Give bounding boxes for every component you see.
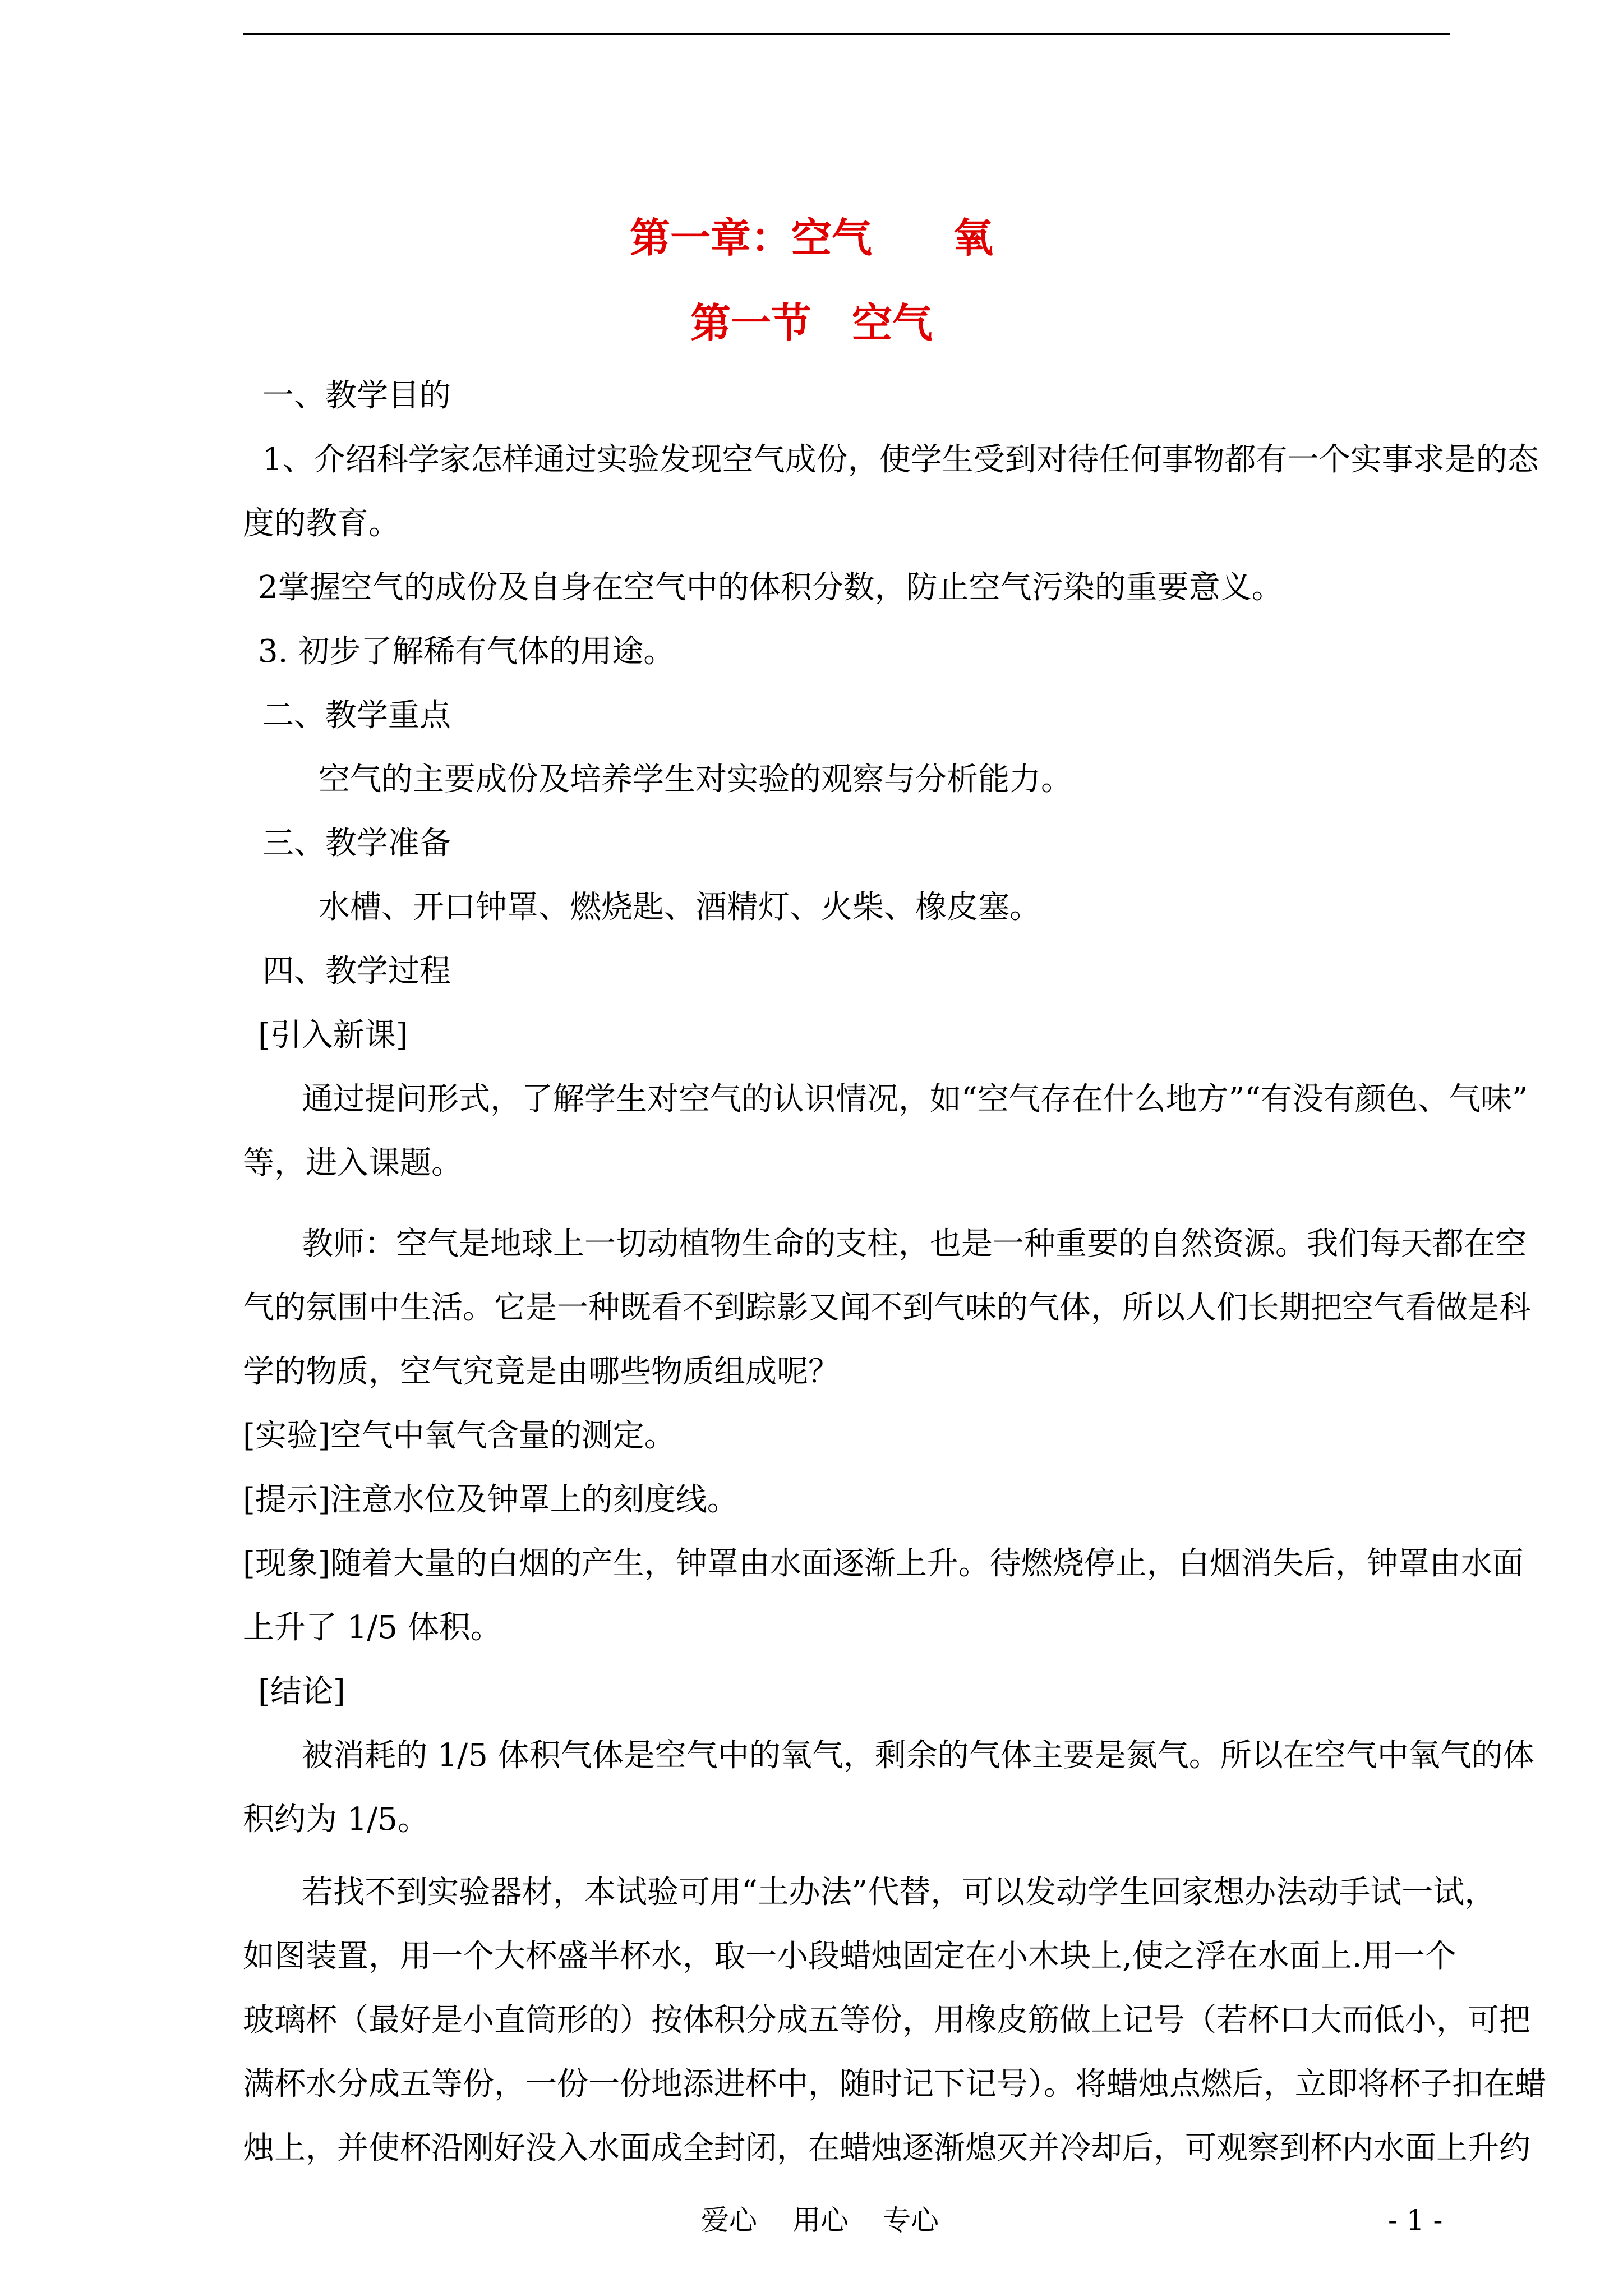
heading-teaching-goals: 一、教学目的 xyxy=(262,378,451,414)
heading-key-points: 二、教学重点 xyxy=(262,697,451,734)
goal-1-line-2: 度的教育。 xyxy=(243,505,400,542)
diy-line-3: 玻璃杯（最好是小直筒形的）按体积分成五等份，用橡皮筋做上记号（若杯口大而低小，可把 xyxy=(243,2002,1530,2039)
teacher-line-3: 学的物质，空气究竟是由哪些物质组成呢？ xyxy=(243,1354,840,1390)
goal-3: 3. 初步了解稀有气体的用途。 xyxy=(258,633,675,670)
conclusion-line-1: 被消耗的 1/5 体积气体是空气中的氧气，剩余的气体主要是氮气。所以在空气中氧气的体 xyxy=(302,1737,1534,1774)
phenomenon-line-2: 上升了 1/5 体积。 xyxy=(243,1609,502,1646)
hint-line: [提示]注意水位及钟罩上的刻度线。 xyxy=(243,1481,739,1518)
footer-love: 爱心 xyxy=(701,2204,757,2237)
label-introduction: [引入新课] xyxy=(258,1017,408,1053)
preparation-text: 水槽、开口钟罩、燃烧匙、酒精灯、火柴、橡皮塞。 xyxy=(319,889,1041,926)
chapter-title: 第一章：空气 氧 xyxy=(629,214,993,261)
intro-line-1: 通过提问形式，了解学生对空气的认识情况，如“空气存在什么地方”“有没有颜色、气味” xyxy=(302,1081,1528,1117)
heading-preparation: 三、教学准备 xyxy=(262,825,451,862)
diy-line-2: 如图装置，用一个大杯盛半杯水，取一小段蜡烛固定在小木块上,使之浮在水面上.用一个 xyxy=(243,1938,1456,1975)
diy-line-5: 烛上，并使杯沿刚好没入水面成全封闭，在蜡烛逐渐熄灭并冷却后，可观察到杯内水面上升约 xyxy=(243,2130,1530,2166)
page-number: - 1 - xyxy=(1388,2204,1443,2237)
diy-line-1: 若找不到实验器材，本试验可用“土办法”代替，可以发动学生回家想办法动手试一试， xyxy=(302,1874,1496,1911)
footer-mind: 用心 xyxy=(792,2204,849,2237)
heading-process: 四、教学过程 xyxy=(262,953,451,990)
teacher-line-1: 教师：空气是地球上一切动植物生命的支柱，也是一种重要的自然资源。我们每天都在空 xyxy=(302,1226,1527,1262)
footer-focus: 专心 xyxy=(883,2204,939,2237)
teacher-line-2: 气的氛围中生活。它是一种既看不到踪影又闻不到气味的气体，所以人们长期把空气看做是科 xyxy=(243,1290,1530,1326)
experiment-line: [实验]空气中氧气含量的测定。 xyxy=(243,1418,676,1454)
intro-line-2: 等，进入课题。 xyxy=(243,1145,463,1181)
diy-line-4: 满杯水分成五等份，一份一份地添进杯中，随时记下记号）。将蜡烛点燃后，立即将杯子扣在蜡 xyxy=(243,2066,1546,2102)
key-points-text: 空气的主要成份及培养学生对实验的观察与分析能力。 xyxy=(319,761,1072,798)
conclusion-line-2: 积约为 1/5。 xyxy=(243,1801,429,1838)
goal-2: 2掌握空气的成份及自身在空气中的体积分数，防止空气污染的重要意义。 xyxy=(258,569,1283,606)
goal-1-line-1: 1、介绍科学家怎样通过实验发现空气成份，使学生受到对待任何事物都有一个实事求是的态 xyxy=(262,441,1539,478)
label-conclusion: [结论] xyxy=(258,1673,345,1710)
phenomenon-line-1: [现象]随着大量的白烟的产生，钟罩由水面逐渐上升。待燃烧停止，白烟消失后，钟罩由水面 xyxy=(243,1545,1524,1582)
header-rule xyxy=(243,33,1450,35)
section-title: 第一节 空气 xyxy=(690,299,933,347)
